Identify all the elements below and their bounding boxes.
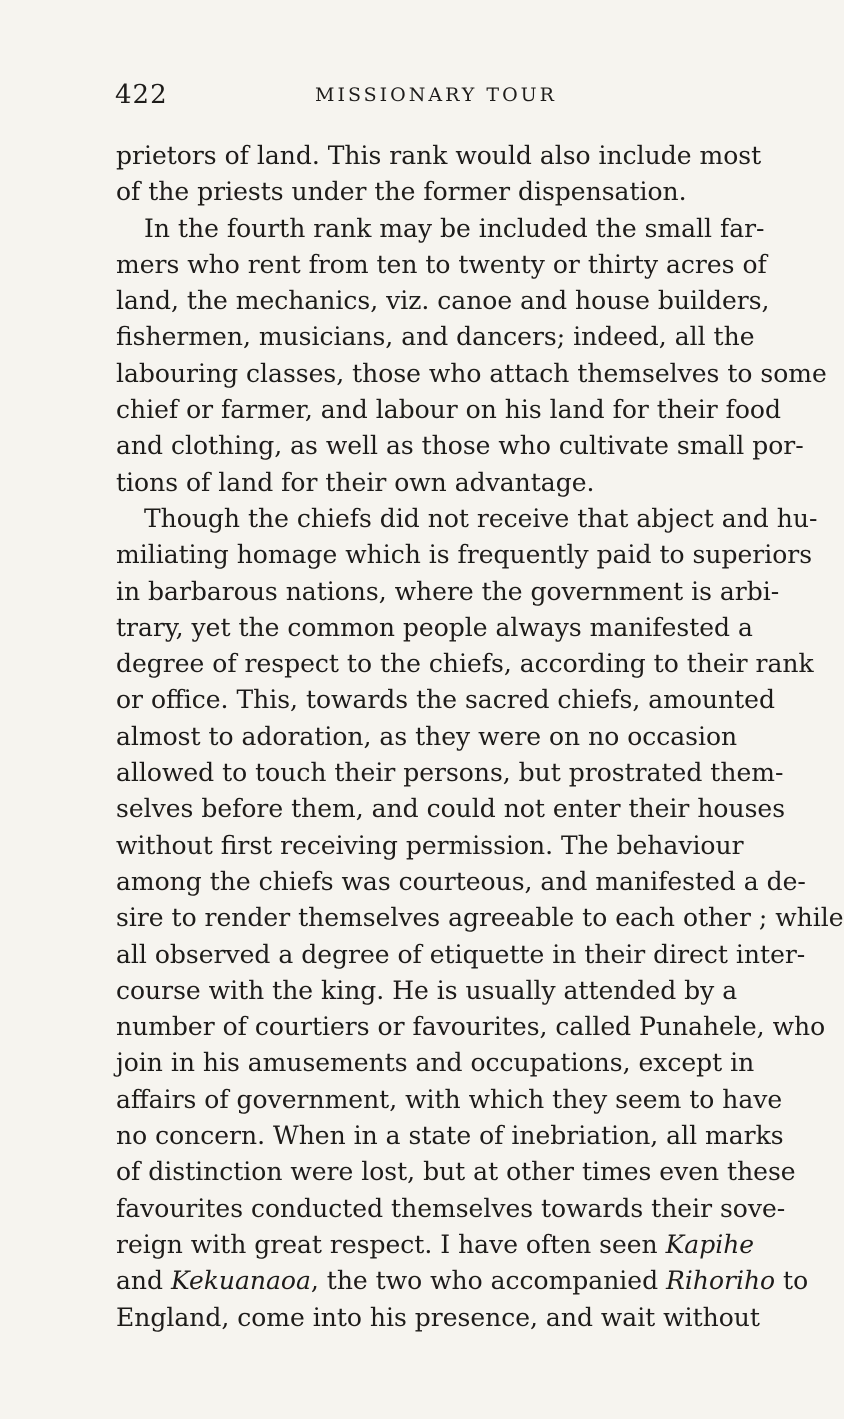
text-line: join in his amusements and occupations, except in <box>116 1048 755 1078</box>
text-line: miliating homage which is frequently paid to superiors <box>116 540 813 570</box>
text-line: almost to adoration, as they were on no occasion <box>116 721 738 751</box>
italic-name: Kekuanaoa <box>170 1266 311 1296</box>
text-line: affairs of government, with which they seem to have <box>116 1084 783 1114</box>
text-line: number of courtiers or favourites, called Punahele, who <box>116 1012 826 1042</box>
text-line: tions of land for their own advantage. <box>116 467 595 497</box>
body-text <box>116 138 844 1336</box>
text-line: all observed a degree of etiquette in their direct inter- <box>116 939 806 969</box>
italic-name: Kapihe <box>665 1229 755 1259</box>
text-line: Though the chiefs did not receive that abject and hu- <box>144 503 818 533</box>
italic-name: Rihoriho <box>666 1266 776 1296</box>
page-number: 422 <box>115 80 168 110</box>
text-line: course with the king. He is usually attended by a <box>116 975 738 1005</box>
text-run: to <box>775 1266 809 1296</box>
text-line: labouring classes, those who attach themselves to some <box>116 358 827 388</box>
text-line: of the priests under the former dispensation. <box>116 177 687 207</box>
text-line: among the chiefs was courteous, and manifested a de- <box>116 866 806 896</box>
text-line: land, the mechanics, viz. canoe and house builders, <box>116 286 770 316</box>
text-line: degree of respect to the chiefs, according to their rank <box>116 649 814 679</box>
text-line: and clothing, as well as those who cultivate small por- <box>116 431 804 461</box>
running-head: MISSIONARY TOUR <box>315 84 557 106</box>
text-line: without first receiving permission. The behaviour <box>116 830 744 860</box>
text-run: and <box>116 1266 171 1296</box>
text-run: reign with great respect. I have often seen <box>116 1229 666 1259</box>
text-line: favourites conducted themselves towards their sove- <box>116 1193 786 1223</box>
text-line: no concern. When in a state of inebriation, all marks <box>116 1121 784 1151</box>
text-line <box>116 1263 809 1299</box>
text-line: trary, yet the common people always manifested a <box>116 612 753 642</box>
text-line: fishermen, musicians, and dancers; indeed, all the <box>116 322 755 352</box>
text-line: sire to render themselves agreeable to each other ; while <box>116 903 844 933</box>
text-line: England, come into his presence, and wait without <box>116 1302 760 1332</box>
text-line: of distinction were lost, but at other times even these <box>116 1157 796 1187</box>
text-line: selves before them, and could not enter their houses <box>116 794 786 824</box>
text-line: mers who rent from ten to twenty or thirty acres of <box>116 249 767 279</box>
text-line: prietors of land. This rank would also include most <box>116 141 762 170</box>
text-line: allowed to touch their persons, but prostrated them- <box>116 758 784 788</box>
text-line: in barbarous nations, where the government is arbi- <box>116 576 780 606</box>
page-header <box>115 80 696 120</box>
text-line: In the fourth rank may be included the small far- <box>144 213 765 243</box>
text-run: , the two who accompanied <box>310 1266 667 1296</box>
text-line <box>116 1227 755 1263</box>
text-line: or office. This, towards the sacred chiefs, amounted <box>116 685 775 715</box>
text-line: chief or farmer, and labour on his land for their food <box>116 395 781 425</box>
